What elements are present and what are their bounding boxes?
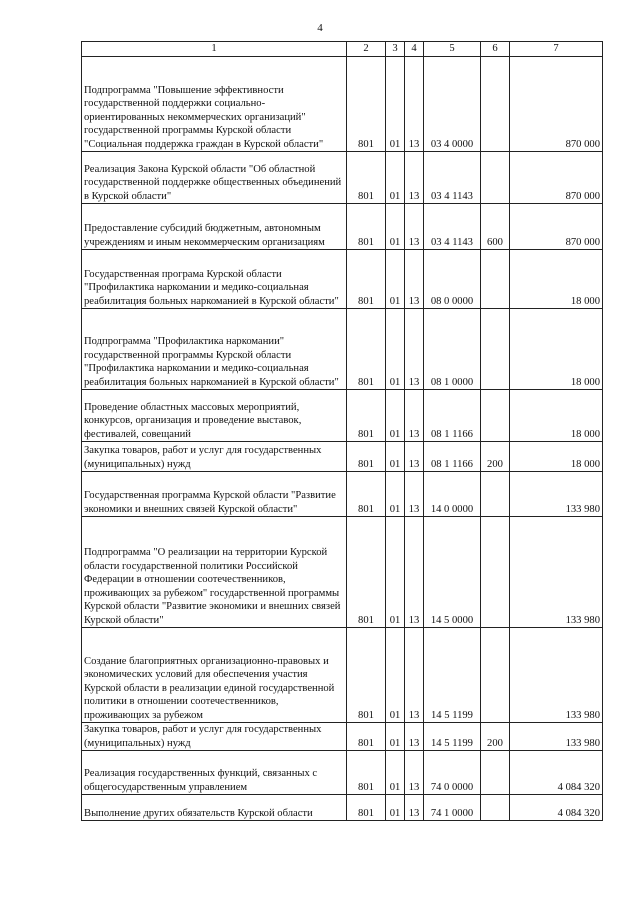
section-cell: 01 <box>386 250 405 309</box>
target-article-cell: 14 5 1199 <box>424 723 481 751</box>
section-cell: 01 <box>386 795 405 821</box>
target-article-cell: 03 4 1143 <box>424 204 481 250</box>
row-name-cell: Выполнение других обязательств Курской области <box>82 795 347 821</box>
column-header: 2 <box>347 42 386 57</box>
subsection-cell: 13 <box>405 204 424 250</box>
section-cell: 01 <box>386 472 405 517</box>
amount-cell: 18 000 <box>510 309 603 390</box>
target-article-cell: 14 5 0000 <box>424 517 481 628</box>
expense-type-cell <box>481 628 510 723</box>
section-cell: 01 <box>386 517 405 628</box>
row-name-cell: Подпрограмма "О реализации на территории Курской области государственной политики Российской Федерации в отношении соотечественников, проживающих за рубежом" государственной программы Курской области "Развитие экономики и внешних связей Курской области" <box>82 517 347 628</box>
subsection-cell: 13 <box>405 517 424 628</box>
gov-code-cell: 801 <box>347 57 386 152</box>
table-row <box>82 442 603 472</box>
subsection-cell: 13 <box>405 723 424 751</box>
expense-type-cell <box>481 472 510 517</box>
amount-cell: 4 084 320 <box>510 795 603 821</box>
row-name-cell: Реализация государственных функций, связанных с общегосударственным управлением <box>82 751 347 795</box>
amount-cell: 870 000 <box>510 57 603 152</box>
gov-code-cell: 801 <box>347 390 386 442</box>
gov-code-cell: 801 <box>347 472 386 517</box>
gov-code-cell: 801 <box>347 517 386 628</box>
row-name-cell: Проведение областных массовых мероприятий, конкурсов, организация и проведение выставок, фестивалей, совещаний <box>82 390 347 442</box>
row-name-cell: Закупка товаров, работ и услуг для государственных (муниципальных) нужд <box>82 723 347 751</box>
gov-code-cell: 801 <box>347 628 386 723</box>
section-cell: 01 <box>386 152 405 204</box>
subsection-cell: 13 <box>405 152 424 204</box>
subsection-cell: 13 <box>405 250 424 309</box>
amount-cell: 18 000 <box>510 442 603 472</box>
section-cell: 01 <box>386 204 405 250</box>
subsection-cell: 13 <box>405 628 424 723</box>
expense-type-cell <box>481 390 510 442</box>
expense-type-cell: 200 <box>481 442 510 472</box>
gov-code-cell: 801 <box>347 250 386 309</box>
expense-type-cell <box>481 795 510 821</box>
table-row <box>82 57 603 152</box>
row-name-cell: Предоставление субсидий бюджетным, автономным учреждениям и иным некоммерческим организациям <box>82 204 347 250</box>
target-article-cell: 08 1 1166 <box>424 442 481 472</box>
row-name-cell: Реализация Закона Курской области "Об областной государственной поддержке общественных объединений в Курской области" <box>82 152 347 204</box>
gov-code-cell: 801 <box>347 309 386 390</box>
column-header: 3 <box>386 42 405 57</box>
amount-cell: 18 000 <box>510 250 603 309</box>
table-row <box>82 472 603 517</box>
section-cell: 01 <box>386 442 405 472</box>
column-header: 5 <box>424 42 481 57</box>
row-name-cell: Государственная програма Курской области "Профилактика наркомании и медико-социальная реабилитация больных наркоманией в Курской области" <box>82 250 347 309</box>
gov-code-cell: 801 <box>347 204 386 250</box>
expense-type-cell <box>481 309 510 390</box>
table-row <box>82 723 603 751</box>
table-row <box>82 795 603 821</box>
row-name-cell: Государственная программа Курской области "Развитие экономики и внешних связей Курской области" <box>82 472 347 517</box>
table-row <box>82 517 603 628</box>
section-cell: 01 <box>386 57 405 152</box>
target-article-cell: 08 0 0000 <box>424 250 481 309</box>
target-article-cell: 74 1 0000 <box>424 795 481 821</box>
gov-code-cell: 801 <box>347 442 386 472</box>
row-name-cell: Создание благоприятных организационно-правовых и экономических условий для обеспечения участия Курской области в реализации единой государственной политики в отношении соотечественников, проживающих за рубежом <box>82 628 347 723</box>
row-name-cell: Подпрограмма "Профилактика наркомании" государственной программы Курской области "Профилактика наркомании и медико-социальная реабилитация больных наркоманией в Курской области" <box>82 309 347 390</box>
table-row <box>82 751 603 795</box>
amount-cell: 133 980 <box>510 723 603 751</box>
expense-type-cell <box>481 152 510 204</box>
target-article-cell: 14 0 0000 <box>424 472 481 517</box>
table-row <box>82 628 603 723</box>
section-cell: 01 <box>386 723 405 751</box>
budget-table <box>81 41 603 821</box>
table-row <box>82 250 603 309</box>
expense-type-cell: 200 <box>481 723 510 751</box>
expense-type-cell <box>481 517 510 628</box>
amount-cell: 18 000 <box>510 390 603 442</box>
column-header: 7 <box>510 42 603 57</box>
section-cell: 01 <box>386 390 405 442</box>
table-row <box>82 152 603 204</box>
amount-cell: 870 000 <box>510 152 603 204</box>
section-cell: 01 <box>386 628 405 723</box>
amount-cell: 133 980 <box>510 517 603 628</box>
section-cell: 01 <box>386 309 405 390</box>
amount-cell: 4 084 320 <box>510 751 603 795</box>
subsection-cell: 13 <box>405 442 424 472</box>
target-article-cell: 03 4 0000 <box>424 57 481 152</box>
amount-cell: 870 000 <box>510 204 603 250</box>
subsection-cell: 13 <box>405 57 424 152</box>
row-name-cell: Закупка товаров, работ и услуг для государственных (муниципальных) нужд <box>82 442 347 472</box>
gov-code-cell: 801 <box>347 795 386 821</box>
subsection-cell: 13 <box>405 472 424 517</box>
expense-type-cell: 600 <box>481 204 510 250</box>
expense-type-cell <box>481 57 510 152</box>
amount-cell: 133 980 <box>510 628 603 723</box>
subsection-cell: 13 <box>405 751 424 795</box>
target-article-cell: 03 4 1143 <box>424 152 481 204</box>
table-row <box>82 309 603 390</box>
column-header: 6 <box>481 42 510 57</box>
amount-cell: 133 980 <box>510 472 603 517</box>
section-cell: 01 <box>386 751 405 795</box>
table-row <box>82 204 603 250</box>
gov-code-cell: 801 <box>347 152 386 204</box>
expense-type-cell <box>481 250 510 309</box>
column-header: 1 <box>82 42 347 57</box>
gov-code-cell: 801 <box>347 751 386 795</box>
column-header: 4 <box>405 42 424 57</box>
target-article-cell: 08 1 0000 <box>424 309 481 390</box>
subsection-cell: 13 <box>405 390 424 442</box>
target-article-cell: 74 0 0000 <box>424 751 481 795</box>
row-name-cell: Подпрограмма "Повышение эффективности государственной поддержки социально-ориентированных некоммерческих организаций" государственной программы Курской области "Социальная поддержка граждан в Курской области" <box>82 57 347 152</box>
expense-type-cell <box>481 751 510 795</box>
target-article-cell: 08 1 1166 <box>424 390 481 442</box>
target-article-cell: 14 5 1199 <box>424 628 481 723</box>
subsection-cell: 13 <box>405 309 424 390</box>
table-row <box>82 390 603 442</box>
page-number: 4 <box>317 22 323 34</box>
subsection-cell: 13 <box>405 795 424 821</box>
table-header-row <box>82 42 603 57</box>
gov-code-cell: 801 <box>347 723 386 751</box>
